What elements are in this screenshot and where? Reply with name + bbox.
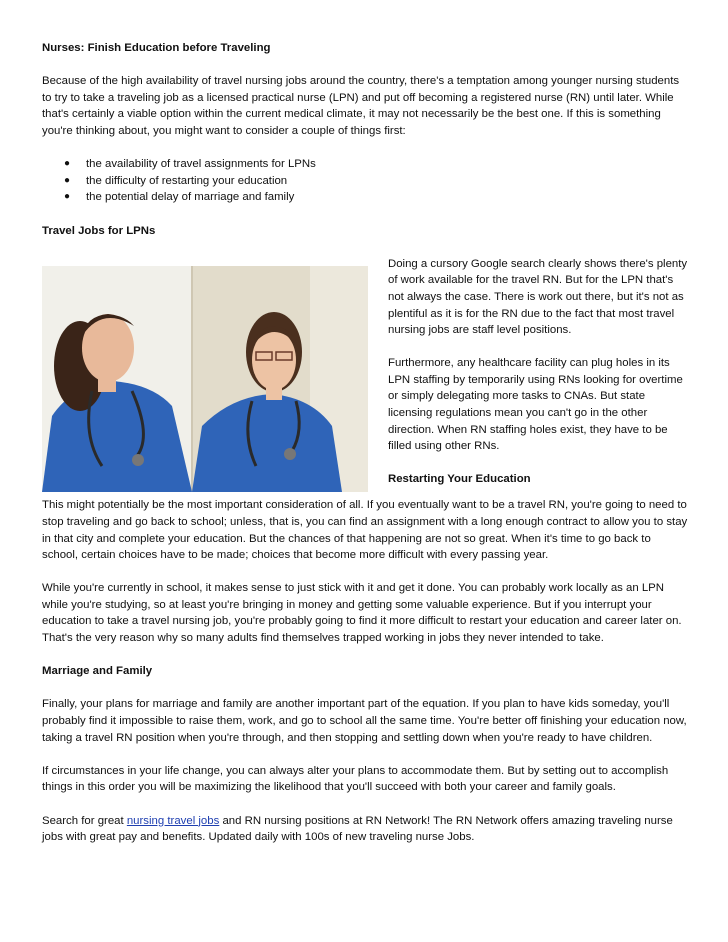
marriage-paragraph-1: Finally, your plans for marriage and family are another important part of the equation. If you plan to have kids someday, you'll probably find it impossible to raise them, work, and go to school all the same time. You're better off finishing your education now, taking a travel RN position when you're through, and then stopping and settling down when you're ready to have children. bbox=[42, 698, 687, 744]
list-item: ● the availability of travel assignments for LPNs bbox=[86, 156, 688, 173]
restarting-paragraph-1: This might potentially be the most important consideration of all. If you eventually want to be a travel RN, you're going to need to stop traveling and go back to school; unless, that is, you can find an assignment with a long enough contract to allow you to stay in that city and complete your education. But the chances of that happening are not so great. When it's time to go back to school, certain choices have to be made; choices that become more difficult with every passing year. bbox=[42, 499, 688, 562]
bullet-icon: ● bbox=[64, 191, 71, 203]
bullet-icon: ● bbox=[64, 158, 71, 170]
image-text-row bbox=[42, 256, 688, 486]
bullet-icon: ● bbox=[64, 174, 71, 186]
travel-jobs-paragraph-1: Doing a cursory Google search clearly shows there's plenty of work available for the travel RN. But for the LPN that's not always the case. There is work out there, but it's not as plentiful as it is for the RN due to the fact that most travel nursing jobs are staff level positions. bbox=[388, 257, 688, 337]
restarting-paragraph-2: While you're currently in school, it makes sense to just stick with it and get it done. You can probably work locally as an LPN while you're studying, so at least you're bringing in money and getting some valuable experience. But if you interrupt your education to take a travel nursing job, you're probably going to find it more difficult to restart your education and career later on. That's the very reason why so many adults find themselves trapped working in jobs they never intended to take. bbox=[42, 582, 682, 645]
section-heading-marriage: Marriage and Family bbox=[42, 665, 153, 678]
list-item: ● the difficulty of restarting your education bbox=[86, 173, 688, 190]
nurses-photo bbox=[42, 266, 368, 492]
list-item: ● the potential delay of marriage and family bbox=[86, 189, 688, 206]
intro-paragraph: Because of the high availability of travel nursing jobs around the country, there's a temptation among younger nursing students to try to take a traveling job as a licensed practical nurse (LPN) and put off becoming a registered nurse (RN) until later. While that's certainly a viable option within the current medical climate, it may not necessarily be the best one. If this is something you're thinking about, you might want to consider a couple of things first: bbox=[42, 75, 680, 137]
section-heading-restarting: Restarting Your Education bbox=[388, 473, 531, 486]
nursing-travel-jobs-link[interactable]: nursing travel jobs bbox=[126, 814, 220, 827]
travel-jobs-text bbox=[388, 256, 688, 505]
footer-paragraph: Search for great nursing travel jobs and RN nursing positions at RN Network! The RN Network offers amazing traveling nurse jobs with great pay and benefits. Updated daily with 100s of new traveling nurse Jobs. bbox=[42, 814, 673, 844]
section-heading-travel-jobs: Travel Jobs for LPNs bbox=[42, 224, 156, 237]
document-page bbox=[42, 40, 688, 862]
nurses-illustration bbox=[42, 266, 368, 492]
considerations-list bbox=[42, 156, 688, 206]
marriage-paragraph-2: If circumstances in your life change, you can always alter your plans to accommodate them. But by setting out to accomplish things in this order you will be maximizing the likelihood that you'll succeed with both your career and family goals. bbox=[42, 764, 669, 794]
page-title: Nurses: Finish Education before Traveling bbox=[42, 42, 271, 54]
travel-jobs-paragraph-2: Furthermore, any healthcare facility can plug holes in its LPN staffing by temporarily using RNs looking for overtime or simply delegating more tasks to CNAs. But state licensing regulations mean you can't go in the other direction. When RN staffing holes exist, they have to be filled using other RNs. bbox=[388, 357, 683, 453]
